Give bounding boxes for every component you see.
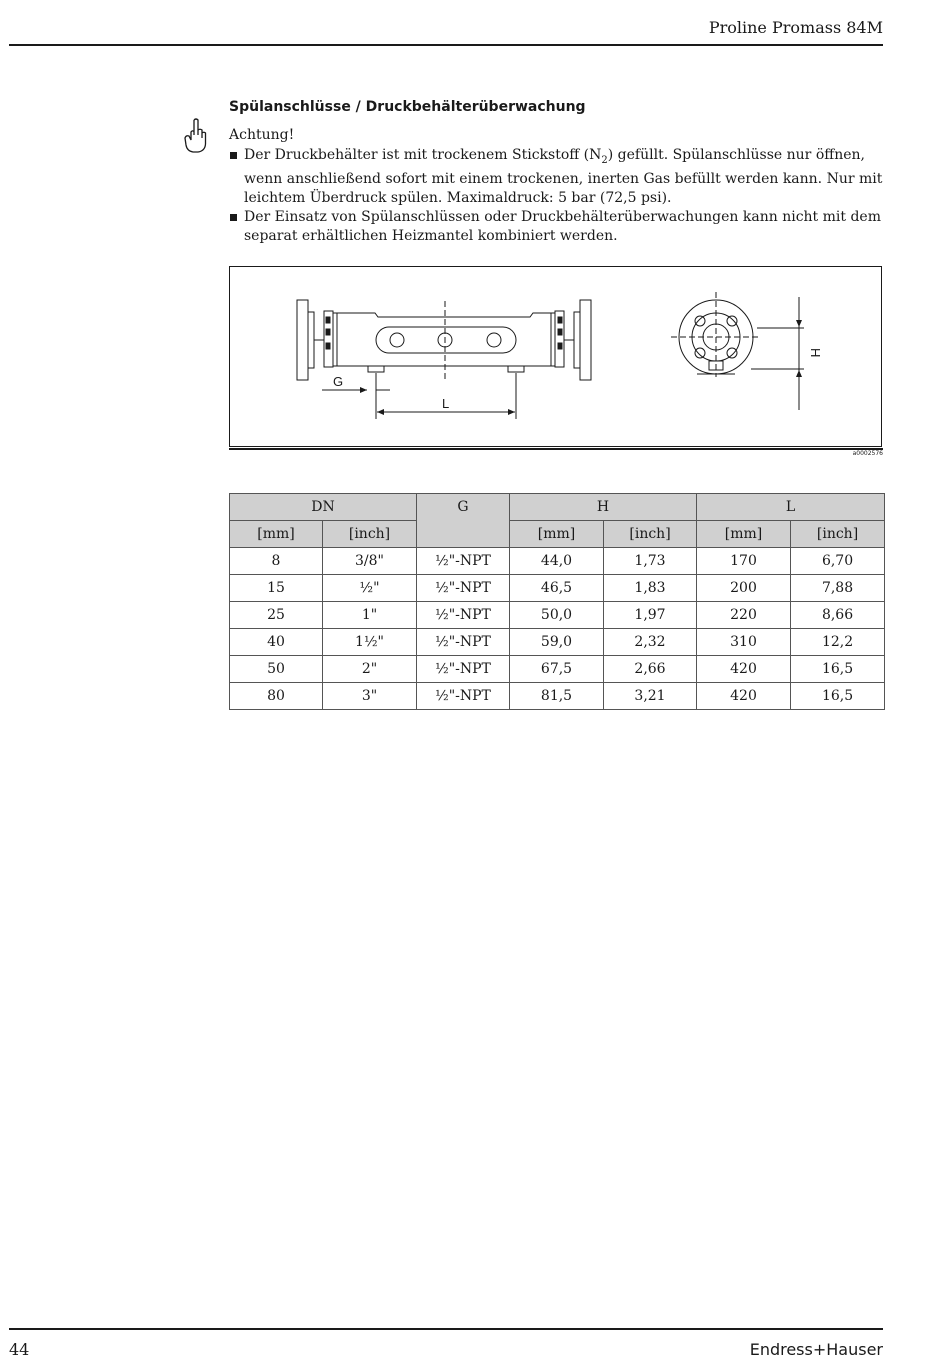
brand-name: Endress+Hauser	[749, 1340, 883, 1359]
warning-list	[229, 146, 889, 246]
bullet-1-text-a: Der Druckbehälter ist mit trockenem Stickstoff (N	[244, 147, 602, 163]
unit-header-cell: [inch]	[604, 521, 697, 548]
table-group-header-row	[230, 494, 885, 521]
table-cell: 16,5	[791, 656, 885, 683]
table-row	[230, 629, 885, 656]
footer-rule	[9, 1328, 883, 1330]
warning-bullet-2	[229, 208, 889, 246]
warning-label: Achtung!	[229, 127, 295, 143]
table-cell: 8,66	[791, 602, 885, 629]
table-cell: 1"	[323, 602, 417, 629]
bullet-1-text-b: ) gefüllt. Spülanschlüsse nur öffnen, wenn anschließend sofort mit einem trockenen, inerten Gas befüllt werden kann. Nur mit leichtem Überdruck spülen. Maximaldruck: 5 bar (72,5 psi).	[244, 147, 883, 206]
table-row	[230, 602, 885, 629]
table-cell: 420	[697, 656, 791, 683]
table-cell: 1,73	[604, 548, 697, 575]
table-cell: 59,0	[510, 629, 604, 656]
table-cell: ½"-NPT	[417, 656, 510, 683]
unit-header-cell: [inch]	[791, 521, 885, 548]
table-cell: 7,88	[791, 575, 885, 602]
unit-header-cell: [inch]	[323, 521, 417, 548]
dimension-table	[229, 493, 885, 710]
table-cell: 40	[230, 629, 323, 656]
pointing-hand-icon	[183, 118, 207, 154]
header-dn: DN	[230, 494, 417, 521]
unit-header-cell: [mm]	[697, 521, 791, 548]
bullet-square-icon	[230, 152, 237, 159]
table-cell: 420	[697, 683, 791, 710]
table-cell: 2,32	[604, 629, 697, 656]
table-unit-header-row	[230, 521, 885, 548]
table-cell: 25	[230, 602, 323, 629]
figure-id: a0002576	[852, 450, 883, 457]
unit-header-cell: [mm]	[230, 521, 323, 548]
dimension-label-h: H	[808, 348, 823, 358]
table-row	[230, 683, 885, 710]
table-cell: 3"	[323, 683, 417, 710]
dimension-label-g: G	[333, 374, 344, 389]
table-cell: ½"	[323, 575, 417, 602]
table-row	[230, 575, 885, 602]
table-cell: 16,5	[791, 683, 885, 710]
table-cell: 1,83	[604, 575, 697, 602]
table-cell: 1,97	[604, 602, 697, 629]
table-cell: 2"	[323, 656, 417, 683]
table-cell: ½"-NPT	[417, 548, 510, 575]
end-view	[671, 292, 804, 410]
header-g: G	[417, 494, 510, 548]
table-cell: 50	[230, 656, 323, 683]
table-cell: 46,5	[510, 575, 604, 602]
page-header-title: Proline Promass 84M	[708, 18, 883, 37]
table-cell: 2,66	[604, 656, 697, 683]
bullet-1-subscript: 2	[601, 154, 608, 166]
table-cell: 50,0	[510, 602, 604, 629]
table-cell: 67,5	[510, 656, 604, 683]
page-number: 44	[9, 1340, 30, 1359]
header-l: L	[697, 494, 885, 521]
dimension-drawing	[229, 266, 882, 447]
figure-bottom-rule	[229, 448, 883, 450]
dimension-label-l: L	[442, 396, 450, 411]
table-cell: 81,5	[510, 683, 604, 710]
table-cell: 44,0	[510, 548, 604, 575]
table-cell: 1½"	[323, 629, 417, 656]
header-h: H	[510, 494, 697, 521]
table-cell: 12,2	[791, 629, 885, 656]
table-cell: 170	[697, 548, 791, 575]
table-cell: 220	[697, 602, 791, 629]
dimension-drawing-svg	[230, 267, 881, 446]
table-cell: 8	[230, 548, 323, 575]
unit-header-cell: [mm]	[510, 521, 604, 548]
table-cell: 310	[697, 629, 791, 656]
table-cell: ½"-NPT	[417, 602, 510, 629]
section-heading: Spülanschlüsse / Druckbehälterüberwachung	[229, 99, 586, 115]
table-cell: ½"-NPT	[417, 683, 510, 710]
table-cell: 200	[697, 575, 791, 602]
table-cell: ½"-NPT	[417, 575, 510, 602]
warning-bullet-1	[229, 146, 889, 208]
bullet-2-text: Der Einsatz von Spülanschlüssen oder Druckbehälterüberwachungen kann nicht mit dem separat erhältlichen Heizmantel kombiniert werden.	[244, 208, 881, 244]
table-row	[230, 548, 885, 575]
table-cell: ½"-NPT	[417, 629, 510, 656]
table-row	[230, 656, 885, 683]
table-cell: 15	[230, 575, 323, 602]
table-cell: 80	[230, 683, 323, 710]
header-rule	[9, 44, 883, 46]
table-cell: 3,21	[604, 683, 697, 710]
table-body	[230, 548, 885, 710]
table-cell: 3/8"	[323, 548, 417, 575]
bullet-square-icon	[230, 214, 237, 221]
table-cell: 6,70	[791, 548, 885, 575]
